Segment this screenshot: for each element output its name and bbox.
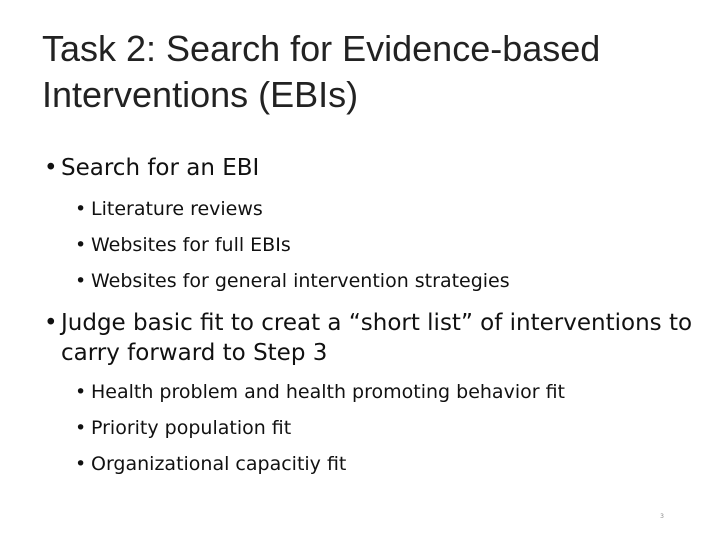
- bullet-judge-fit: [44, 308, 694, 368]
- bullet-glyph: •: [75, 417, 87, 439]
- slide-body: [44, 153, 694, 482]
- bullet-glyph: •: [75, 234, 87, 256]
- bullet-glyph: •: [44, 310, 58, 336]
- slide-title: [42, 26, 682, 118]
- slide-title-line-1: Task 2: Search for Evidence-based: [42, 28, 601, 69]
- sub-bullet-priority-population-fit: [44, 410, 694, 446]
- sublist-search-ebi: [44, 191, 694, 299]
- sub-bullet-websites-full-ebis: [44, 227, 694, 263]
- bullet-glyph: •: [75, 270, 87, 292]
- sub-bullet-organizational-capacity-fit: [44, 446, 694, 482]
- sub-bullet-health-problem-fit: [44, 374, 694, 410]
- page-number: 3: [660, 513, 664, 520]
- sub-bullet-text: Health problem and health promoting behavior fit: [91, 381, 565, 403]
- bullet-glyph: •: [75, 453, 87, 475]
- bullet-text: Judge basic fit to creat a “short list” of interventions to carry forward to Step 3: [61, 310, 693, 366]
- slide-title-line-2: Interventions (EBIs): [42, 74, 359, 115]
- bullet-glyph: •: [75, 381, 87, 403]
- sublist-judge-fit: [44, 374, 694, 482]
- sub-bullet-text: Organizational capacitiy fit: [91, 453, 347, 475]
- sub-bullet-literature-reviews: [44, 191, 694, 227]
- bullet-search-ebi: [44, 153, 694, 183]
- bullet-text: Search for an EBI: [61, 155, 260, 181]
- sub-bullet-text: Websites for general intervention strategies: [91, 270, 510, 292]
- sub-bullet-websites-general-strategies: [44, 263, 694, 299]
- bullet-glyph: •: [75, 198, 87, 220]
- sub-bullet-text: Websites for full EBIs: [91, 234, 291, 256]
- sub-bullet-text: Literature reviews: [91, 198, 263, 220]
- sub-bullet-text: Priority population fit: [91, 417, 292, 439]
- bullet-glyph: •: [44, 155, 58, 181]
